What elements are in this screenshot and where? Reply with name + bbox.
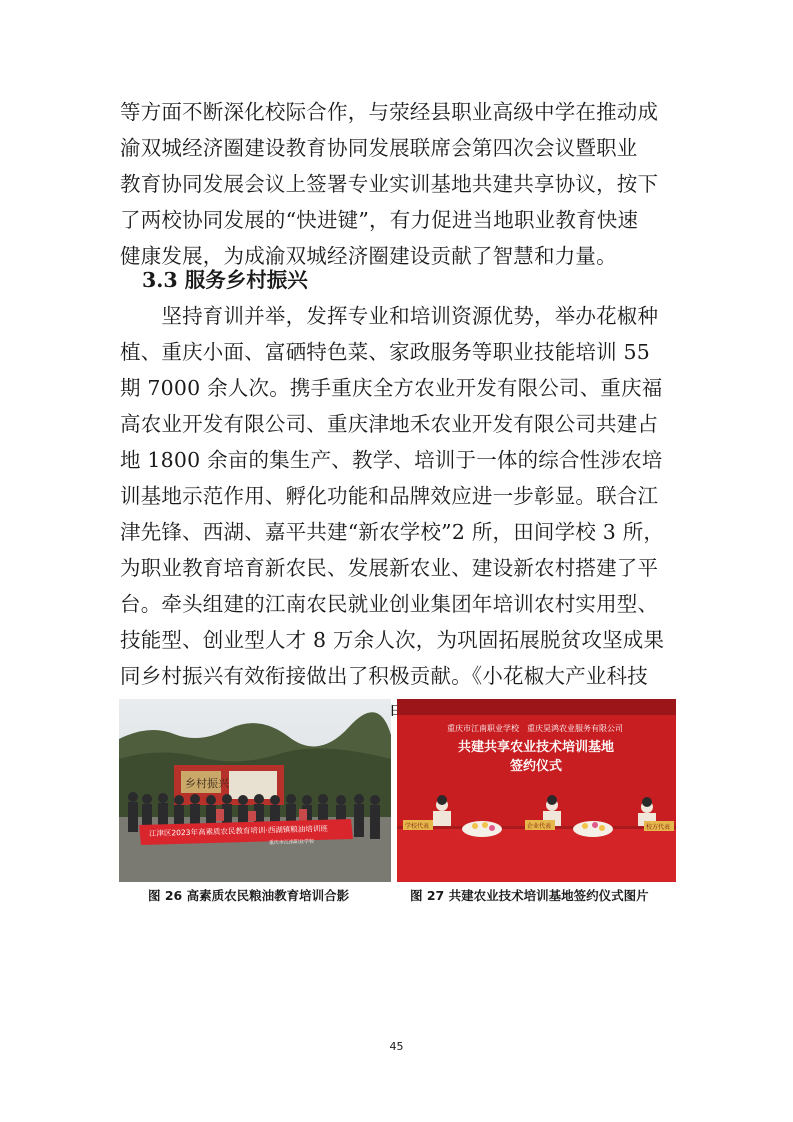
- paragraph-school-cooperation: [120, 94, 680, 274]
- figure-26-caption: 图 26 高素质农民粮油教育培训合影: [148, 888, 350, 903]
- text-line: 期 7000 余人次。携手重庆全方农业开发有限公司、重庆福: [120, 376, 663, 400]
- text-line: 等方面不断深化校际合作，与荥经县职业高级中学在推动成: [120, 100, 659, 124]
- text-line: 坚持育训并举，发挥专业和培训资源优势，举办花椒种: [120, 304, 659, 328]
- nameplate-middle: 企业代表: [527, 823, 552, 830]
- banner-text: 江津区2023年高素质农民教育培训·西湖镇粮油培训班: [148, 824, 328, 838]
- group-photo-image: [119, 699, 391, 882]
- nameplate-right: 校方代表: [646, 824, 671, 831]
- text-line: 地 1800 余亩的集生产、教学、培训于一体的综合性涉农培: [120, 448, 663, 472]
- backdrop-title-line-1: 共建共享农业技术培训基地: [457, 740, 615, 755]
- section-heading: 3.3 服务乡村振兴: [142, 268, 308, 292]
- signing-ceremony-image: [397, 699, 676, 882]
- text-line: 了两校协同发展的“快进键”，有力促进当地职业教育快速: [120, 208, 639, 232]
- text-line: 渝双城经济圈建设教育协同发展联席会第四次会议暨职业: [120, 136, 638, 160]
- paragraph-rural-revitalization: [120, 298, 680, 730]
- text-line: 技能型、创业型人才 8 万余人次，为巩固拓展脱贫攻坚成果: [120, 628, 665, 652]
- text-line: 教育协同发展会议上签署专业实训基地共建共享协议，按下: [120, 172, 659, 196]
- text-line: 训基地示范作用、孵化功能和品牌效应进一步彰显。联合江: [120, 484, 659, 508]
- text-line: 健康发展，为成渝双城经济圈建设贡献了智慧和力量。: [120, 244, 617, 268]
- banner-subtext: 重庆市江南职业学校: [268, 838, 315, 846]
- text-line: 植、重庆小面、富硒特色菜、家政服务等职业技能培训 55: [120, 340, 651, 364]
- text-line: 为职业教育培育新农民、发展新农业、建设新农村搭建了平: [120, 556, 659, 580]
- backdrop-org-text: 重庆市江南职业学校 重庆昊鸿农业服务有限公司: [447, 724, 623, 733]
- text-line: 高农业开发有限公司、重庆津地禾农业开发有限公司共建占: [120, 412, 659, 436]
- backdrop-title-line-2: 签约仪式: [509, 759, 563, 774]
- group-photo-figure: [119, 699, 391, 882]
- text-line: 同乡村振兴有效衔接做出了积极贡献。《小花椒大产业科技: [120, 664, 648, 688]
- text-line: 台。牵头组建的江南农民就业创业集团年培训农村实用型、: [120, 592, 659, 616]
- signing-ceremony-figure: [397, 699, 676, 882]
- figure-27-caption: 图 27 共建农业技术培训基地签约仪式图片: [410, 888, 649, 903]
- nameplate-left: 学校代表: [405, 823, 430, 830]
- text-line: 津先锋、西湖、嘉平共建“新农学校”2 所，田间学校 3 所，: [120, 520, 665, 544]
- sign-text: 乡村振兴: [185, 777, 229, 790]
- page-number: 45: [389, 1040, 404, 1053]
